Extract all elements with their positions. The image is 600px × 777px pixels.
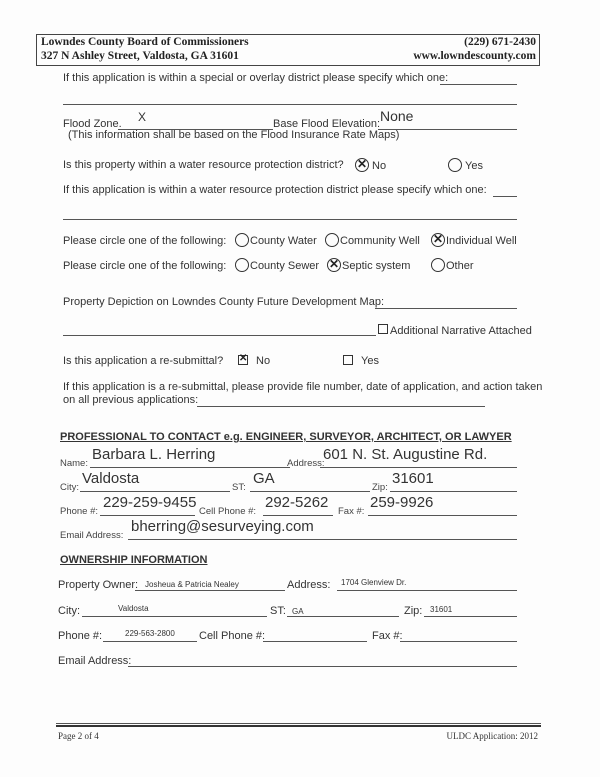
city-value: Valdosta	[82, 470, 140, 487]
checkbox-label: No	[256, 355, 271, 367]
owner-phone-label: Phone #:	[58, 630, 103, 642]
owner-city-field[interactable]	[82, 616, 267, 617]
option-other[interactable]	[431, 258, 445, 272]
cell-field[interactable]	[263, 515, 333, 516]
option-label: County Sewer	[250, 260, 320, 272]
email-field[interactable]	[128, 539, 517, 540]
checkbox-label: Yes	[361, 355, 379, 367]
option-septic-checked[interactable]	[327, 258, 341, 272]
name-label: Name:	[60, 458, 88, 469]
overlay-question: If this application is within a special or overlay district please specify which one:	[63, 72, 449, 84]
address-label: Address:	[287, 458, 325, 469]
option-label: County Water	[250, 235, 317, 247]
owner-cell-field[interactable]	[263, 641, 367, 642]
owner-phone-value: 229-563-2800	[125, 629, 175, 638]
owner-address-label: Address:	[287, 579, 331, 591]
radio-yes[interactable]	[448, 158, 462, 172]
option-label: Septic system	[342, 260, 411, 272]
phone-label: Phone #:	[60, 506, 99, 517]
option-individual-well-checked[interactable]	[431, 233, 445, 247]
email-value: bherring@sesurveying.com	[131, 518, 314, 535]
option-county-sewer[interactable]	[235, 258, 249, 272]
flood-zone-value: X	[138, 110, 147, 124]
owner-st-field[interactable]	[287, 616, 399, 617]
depiction-field-line2[interactable]	[63, 335, 376, 336]
narrative-label: Additional Narrative Attached	[390, 325, 532, 337]
org-phone: (229) 671-2430	[464, 36, 536, 48]
owner-st-label: ST:	[270, 605, 286, 617]
owner-zip-label: Zip:	[404, 605, 423, 617]
address-field[interactable]	[320, 467, 517, 468]
resubmittal-no-checkbox-checked[interactable]	[238, 355, 248, 365]
city-field[interactable]	[80, 491, 230, 492]
depiction-label: Property Depiction on Lowndes County Future Development Map:	[63, 296, 385, 308]
resubmittal-question: Is this application a re-submittal?	[63, 355, 224, 367]
form-name: ULDC Application: 2012	[446, 731, 538, 741]
radio-yes-label: Yes	[465, 160, 483, 172]
phone-field[interactable]	[100, 515, 195, 516]
flood-zone-label: Flood Zone.	[63, 118, 122, 130]
zip-label: Zip:	[372, 482, 388, 493]
owner-phone-field[interactable]	[103, 641, 197, 642]
owner-cell-label: Cell Phone #:	[199, 630, 266, 642]
city-label: City:	[60, 482, 79, 493]
professional-heading: PROFESSIONAL TO CONTACT e.g. ENGINEER, SURVEYOR, ARCHITECT, OR LAWYER	[60, 431, 512, 443]
org-website: www.lowndescounty.com	[413, 50, 536, 62]
radio-no-checked[interactable]	[355, 158, 369, 172]
org-name: Lowndes County Board of Commissioners	[41, 36, 249, 48]
water-label: Please circle one of the following:	[63, 235, 227, 247]
option-label: Other	[446, 260, 474, 272]
radio-no-label: No	[372, 160, 387, 172]
fax-value: 259-9926	[370, 494, 434, 511]
resubmittal-note: If this application is a re-submittal, please provide file number, date of application, and action taken	[63, 381, 543, 393]
resubmittal-yes-checkbox[interactable]	[343, 355, 353, 365]
st-field[interactable]	[250, 491, 370, 492]
owner-city-label: City:	[58, 605, 80, 617]
st-value: GA	[253, 470, 275, 487]
resubmittal-field[interactable]	[197, 406, 485, 407]
owner-email-label: Email Address:	[58, 655, 132, 667]
owner-city-value: Valdosta	[118, 604, 149, 613]
name-field[interactable]	[90, 467, 290, 468]
zip-value: 31601	[392, 470, 434, 487]
resubmittal-note-2: on all previous applications:	[63, 394, 199, 406]
owner-zip-field[interactable]	[424, 616, 517, 617]
option-county-water[interactable]	[235, 233, 249, 247]
owner-address-field[interactable]	[337, 590, 517, 591]
st-label: ST:	[232, 482, 246, 493]
option-community-well[interactable]	[325, 233, 339, 247]
org-address: 327 N Ashley Street, Valdosta, GA 31601	[41, 50, 239, 62]
owner-zip-value: 31601	[430, 605, 453, 614]
owner-field[interactable]	[135, 590, 285, 591]
water-district-field[interactable]	[493, 196, 517, 197]
email-label: Email Address:	[60, 530, 124, 541]
overlay-field[interactable]	[440, 84, 517, 85]
footer-rule	[56, 723, 541, 727]
fax-label: Fax #:	[338, 506, 365, 517]
sewer-label: Please circle one of the following:	[63, 260, 227, 272]
water-protection-question: Is this property within a water resource protection district?	[63, 159, 344, 171]
bfe-label: Base Flood Elevation:	[273, 118, 381, 130]
owner-fax-label: Fax #:	[372, 630, 403, 642]
fax-field[interactable]	[368, 515, 517, 516]
owner-address-value: 1704 Glenview Dr.	[341, 578, 407, 587]
zip-field[interactable]	[390, 491, 517, 492]
option-label: Individual Well	[446, 235, 517, 247]
name-value: Barbara L. Herring	[92, 446, 216, 463]
phone-value: 229-259-9455	[103, 494, 197, 511]
owner-email-field[interactable]	[128, 666, 517, 667]
bfe-value: None	[380, 108, 414, 124]
owner-label: Property Owner:	[58, 579, 139, 591]
water-district-field-line2[interactable]	[63, 219, 517, 220]
ownership-heading: OWNERSHIP INFORMATION	[60, 554, 208, 566]
cell-label: Cell Phone #:	[199, 506, 257, 517]
page-number: Page 2 of 4	[58, 731, 99, 741]
cell-value: 292-5262	[265, 494, 329, 511]
owner-fax-field[interactable]	[400, 641, 517, 642]
depiction-field[interactable]	[375, 308, 517, 309]
overlay-field-line2[interactable]	[63, 104, 517, 105]
narrative-checkbox[interactable]	[378, 324, 388, 334]
address-value: 601 N. St. Augustine Rd.	[323, 446, 488, 463]
owner-value: Josheua & Patricia Nealey	[145, 580, 239, 589]
option-label: Community Well	[340, 235, 420, 247]
flood-note: (This information shall be based on the Flood Insurance Rate Maps)	[68, 129, 400, 141]
owner-st-value: GA	[292, 607, 304, 616]
water-protection-specify: If this application is within a water resource protection district please specify which one:	[63, 184, 487, 196]
